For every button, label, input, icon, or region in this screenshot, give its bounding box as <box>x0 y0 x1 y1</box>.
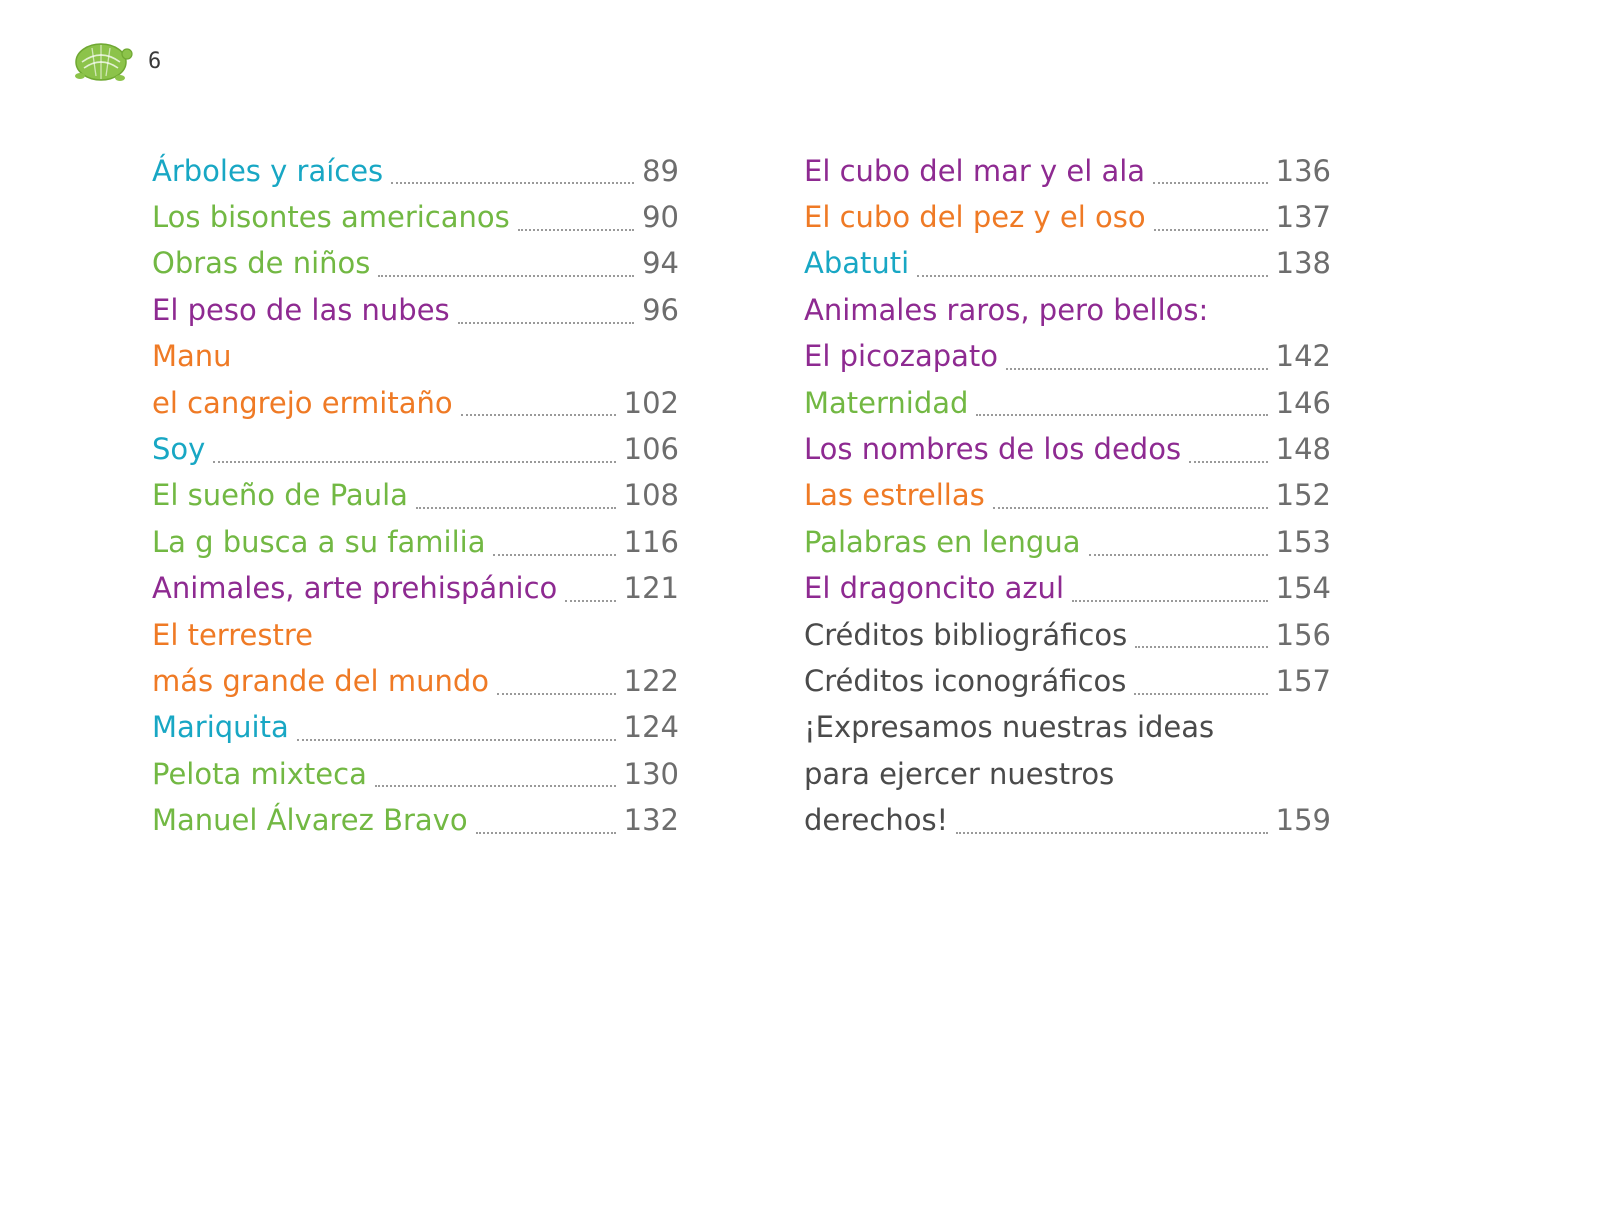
toc-entry-title: Palabras en lengua <box>804 524 1081 559</box>
toc-entry <box>152 287 679 333</box>
toc-entry-title: Árboles y raíces <box>152 153 384 188</box>
toc-entry-title: El dragoncito azul <box>804 571 1064 606</box>
toc-entry-title: El sueño de Paula <box>152 478 408 513</box>
toc-entry-page: 157 <box>1275 663 1331 698</box>
toc-entry <box>804 426 1331 472</box>
toc-entry-title: Mariquita <box>152 710 289 745</box>
toc-entry <box>804 287 1331 333</box>
toc-entry <box>152 519 679 565</box>
toc-entry-page: 136 <box>1275 153 1331 188</box>
toc-entry-title: El cubo del mar y el ala <box>804 153 1146 188</box>
toc-entry <box>804 241 1331 287</box>
toc-dot-leader <box>493 554 615 556</box>
toc-entry-title: Los bisontes americanos <box>152 200 510 235</box>
toc-entry-title: derechos! <box>804 803 949 838</box>
toc-entry <box>152 751 679 797</box>
toc-entry <box>804 566 1331 612</box>
toc-dot-leader <box>1135 646 1267 648</box>
toc-entry-page: 146 <box>1275 385 1331 420</box>
toc-entry <box>152 334 679 380</box>
toc-entry-page: 108 <box>623 478 679 513</box>
toc-entry <box>152 380 679 426</box>
toc-entry-title: más grande del mundo <box>152 663 489 698</box>
toc-entry-title: La g busca a su familia <box>152 524 486 559</box>
toc-dot-leader <box>297 739 616 741</box>
toc-entry <box>152 194 679 240</box>
toc-entry <box>804 797 1331 843</box>
toc-entry-page: 130 <box>623 756 679 791</box>
toc-entry-title: El cubo del pez y el oso <box>804 200 1146 235</box>
toc-entry <box>152 241 679 287</box>
toc-dot-leader <box>1072 600 1268 602</box>
toc-entry-title: El peso de las nubes <box>152 292 450 327</box>
page-header <box>74 38 160 84</box>
page-number: 6 <box>148 48 161 74</box>
toc-dot-leader <box>1089 554 1268 556</box>
toc-entry-page: 106 <box>623 432 679 467</box>
toc-entry <box>804 612 1331 658</box>
toc-entry-page: 152 <box>1275 478 1331 513</box>
toc-right-column <box>804 148 1331 844</box>
toc-entry-page: 154 <box>1275 571 1331 606</box>
toc-entry-title: Manu <box>152 339 232 374</box>
toc-entry <box>152 705 679 751</box>
toc-entry-page: 132 <box>623 803 679 838</box>
toc-dot-leader <box>461 414 616 416</box>
toc-entry <box>804 519 1331 565</box>
toc-entry-page: 116 <box>623 524 679 559</box>
toc-entry-page: 156 <box>1275 617 1331 652</box>
toc-dot-leader <box>976 414 1267 416</box>
toc-dot-leader <box>993 507 1268 509</box>
toc-entry-page: 148 <box>1275 432 1331 467</box>
toc-entry-title: el cangrejo ermitaño <box>152 385 453 420</box>
toc-dot-leader <box>956 832 1267 834</box>
toc-entry-page: 122 <box>623 663 679 698</box>
toc-left-column <box>152 148 679 844</box>
toc-entry <box>804 380 1331 426</box>
toc-entry <box>804 658 1331 704</box>
toc-entry-page: 102 <box>623 385 679 420</box>
toc-entry-title: Créditos bibliográficos <box>804 617 1128 652</box>
toc-dot-leader <box>213 461 615 463</box>
toc-entry-page: 124 <box>623 710 679 745</box>
toc-entry <box>152 612 679 658</box>
toc-entry-page: 89 <box>642 153 679 188</box>
toc-entry-title: Manuel Álvarez Bravo <box>152 803 468 838</box>
toc-dot-leader <box>917 275 1267 277</box>
toc-entry-page: 138 <box>1275 246 1331 281</box>
turtle-shell-icon <box>74 38 134 84</box>
toc-entry <box>804 148 1331 194</box>
toc-dot-leader <box>458 322 634 324</box>
toc-entry-title: Soy <box>152 432 206 467</box>
toc-entry <box>152 148 679 194</box>
toc-entry <box>152 473 679 519</box>
toc-entry-title: Obras de niños <box>152 246 371 281</box>
toc-entry-title: El picozapato <box>804 339 999 374</box>
toc-dot-leader <box>1189 461 1268 463</box>
toc-entry-page: 159 <box>1275 803 1331 838</box>
toc-entry <box>804 194 1331 240</box>
toc-entry-title: Pelota mixteca <box>152 756 367 791</box>
toc-entry-page: 121 <box>623 571 679 606</box>
toc-entry-title: Abatuti <box>804 246 910 281</box>
toc-entry <box>804 705 1331 751</box>
toc-dot-leader <box>1134 693 1267 695</box>
toc-dot-leader <box>416 507 616 509</box>
toc-dot-leader <box>1006 368 1268 370</box>
toc-entry-title: ¡Expresamos nuestras ideas <box>804 710 1215 745</box>
toc-dot-leader <box>1154 229 1268 231</box>
toc-entry-title: El terrestre <box>152 617 313 652</box>
toc-entry-page: 137 <box>1275 200 1331 235</box>
toc-entry-title: Animales raros, pero bellos: <box>804 292 1209 327</box>
toc-entry-title: Los nombres de los dedos <box>804 432 1182 467</box>
toc-entry <box>152 566 679 612</box>
toc-entry <box>804 751 1331 797</box>
toc-entry-page: 142 <box>1275 339 1331 374</box>
toc-dot-leader <box>476 832 616 834</box>
toc-dot-leader <box>1153 182 1268 184</box>
toc-dot-leader <box>378 275 634 277</box>
toc-entry-page: 94 <box>642 246 679 281</box>
toc-entry-page: 153 <box>1275 524 1331 559</box>
toc-entry-title: Las estrellas <box>804 478 985 513</box>
toc-entry-page: 96 <box>642 292 679 327</box>
toc-entry <box>152 797 679 843</box>
toc-dot-leader <box>375 785 616 787</box>
toc-dot-leader <box>518 229 634 231</box>
toc-dot-leader <box>497 693 616 695</box>
toc-entry <box>152 426 679 472</box>
toc-entry <box>804 473 1331 519</box>
toc-entry-page: 90 <box>642 200 679 235</box>
toc-entry-title: Créditos iconográficos <box>804 663 1127 698</box>
toc-entry <box>804 334 1331 380</box>
toc-entry-title: Maternidad <box>804 385 969 420</box>
toc-entry-title: Animales, arte prehispánico <box>152 571 558 606</box>
toc-entry <box>152 658 679 704</box>
toc-entry-title: para ejercer nuestros <box>804 756 1115 791</box>
toc-dot-leader <box>391 182 634 184</box>
toc-dot-leader <box>565 600 615 602</box>
